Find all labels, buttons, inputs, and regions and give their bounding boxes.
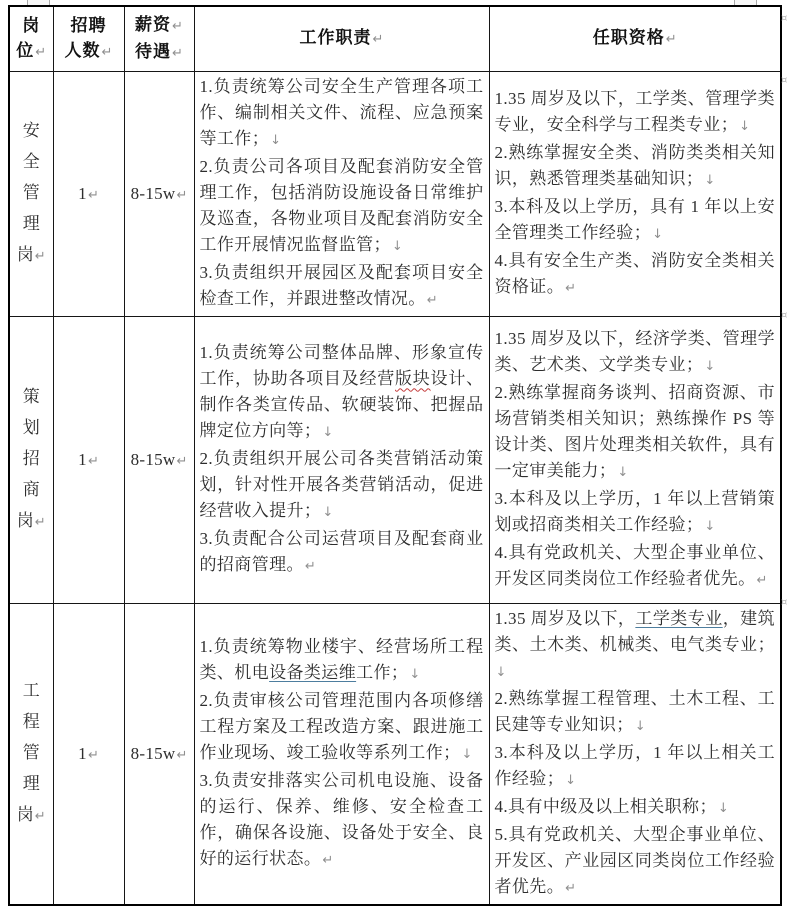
underlined-text: 工学类专业 [635, 608, 723, 628]
cell-qualifications: 1.35 周岁及以下，经济学类、管理学类、艺术类、文学类专业；↓ 2.熟练掌握商务谈判、招商资源、市场营销类相关知识；熟练操作 PS 等设计类、图片处理类相关软件，具有一定审美能力；↓ 3.本科及以上学历，1 年以上营销策划或招商类相关工作经验；↓ 4.具有党政机关、大型企事业单位、开发区同类岗位工作经验者优先。↵ [489, 316, 781, 603]
table-row-safety [9, 71, 781, 316]
table-row-engineering [9, 603, 781, 905]
cell-salary: 8-15w↵ [124, 603, 194, 905]
cell-salary: 8-15w↵ [124, 71, 194, 316]
table-row-planning [9, 316, 781, 603]
cell-duties: 1.负责统筹公司整体品牌、形象宣传工作，协助各项目及经营版块设计、制作各类宣传品、软硬装饰、把握品牌定位方向等；↓ 2.负责组织开展公司各类营销活动策划，针对性开展各类营销活动，促进经营收入提升；↓ 3.负责配合公司运营项目及配套商业的招商管理。↵ [194, 316, 489, 603]
header-duties: 工作职责↵ [194, 6, 489, 71]
underlined-text: 设备类运维 [269, 662, 357, 682]
cell-count: 1↵ [53, 316, 124, 603]
cell-duties: 1.负责统筹物业楼宇、经营场所工程类、机电设备类运维工作；↓ 2.负责审核公司管理范围内各项修缮工程方案及工程改造方案、跟进施工作业现场、竣工验收等系列工作；↓ 3.负责安排落实公司机电设施、设备的运行、保养、维修、安全检查工作，确保各设施、设备处于安全、良好的运行状态。↵ [194, 603, 489, 905]
cell-count: 1↵ [53, 603, 124, 905]
cell-qualifications: 1.35 周岁及以下，工学类专业，建筑类、土木类、机械类、电气类专业；↓ 2.熟练掌握工程管理、土木工程、工民建等专业知识；↓ 3.本科及以上学历，1 年以上相关工作经验；↓ 4.具有中级及以上相关职称；↓ 5.具有党政机关、大型企事业单位、开发区、产业园区同类岗位工作经验者优先。↵ [489, 603, 781, 905]
cell-salary: 8-15w↵ [124, 316, 194, 603]
cell-position: 策 划 招 商 岗↵ [9, 316, 53, 603]
cell-count: 1↵ [53, 71, 124, 316]
cell-duties: 1.负责统筹公司安全生产管理各项工作、编制相关文件、流程、应急预案等工作；↓ 2.负责公司各项目及配套消防安全管理工作，包括消防设施设备日常维护及巡查，各物业项目及配套消防安全工作开展情况监督监管；↓ 3.负责组织开展园区及配套项目安全检查工作，并跟进整改情况。↵ [194, 71, 489, 316]
row-end-mark: ¤ [781, 597, 787, 608]
row-end-mark: ¤ [781, 75, 787, 86]
cell-position: 工 程 管 理 岗↵ [9, 603, 53, 905]
cell-position: 安 全 管 理 岗↵ [9, 71, 53, 316]
recruitment-table [8, 5, 782, 906]
spellcheck-flagged-text: 版块 [395, 368, 431, 388]
cell-qualifications: 1.35 周岁及以下，工学类、管理学类专业，安全科学与工程类专业；↓ 2.熟练掌握安全类、消防类类相关知识，熟悉管理类基础知识；↓ 3.本科及以上学历，具有 1 年以上安全管理类工作经验；↓ 4.具有安全生产类、消防安全类相关资格证。↵ [489, 71, 781, 316]
header-position: 岗 位↵ [9, 6, 53, 71]
header-salary: 薪资↵ 待遇↵ [124, 6, 194, 71]
header-count: 招聘 人数↵ [53, 6, 124, 71]
header-qualifications: 任职资格↵ [489, 6, 781, 71]
row-end-mark: ¤ [781, 13, 787, 24]
row-end-mark: ¤ [781, 310, 787, 321]
table-header-row [9, 6, 781, 71]
